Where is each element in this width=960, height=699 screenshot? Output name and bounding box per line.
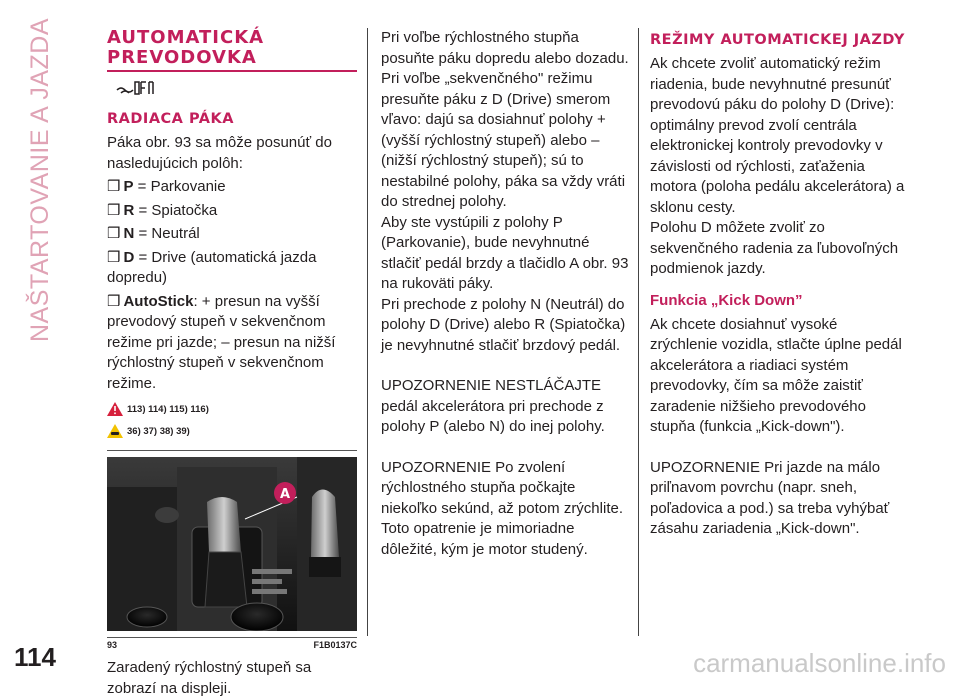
column-1: [107, 28, 357, 699]
kick-down-title: Funkcia „Kick Down”: [650, 291, 803, 309]
automatic-transmission-symbol-icon: [115, 76, 159, 98]
gear-lever-title: RADIACA PÁKA: [107, 111, 234, 127]
figure-caption: [107, 640, 357, 650]
paragraph: Pri prechode z polohy N (Neutrál) do polohy D (Drive) alebo R (Spiatočka) je nevyhnutné stlačiť brzdový pedál.: [381, 295, 626, 354]
paragraph: Polohu D môžete zvoliť zo sekvenčného radenia za ľubovoľných podmienok jazdy.: [650, 219, 899, 277]
paragraph: Ak chcete zvoliť automatický režim riadenia, bude nevyhnutné presunúť prevodovú páku do polohy D (Drive): optimálny prevod zvolí centrála elektronickej kontroly prevodovky v závislosti od rýchlosti, zaťaženia motora (poloha pedálu akcelerátora) a sklonu cesty.: [650, 55, 905, 216]
column-divider-1: [367, 28, 368, 636]
paragraph: Pri voľbe rýchlostného stupňa posuňte páku dopredu alebo dozadu.: [381, 29, 629, 67]
automatic-modes-title: REŽIMY AUTOMATICKEJ JAZDY: [650, 32, 905, 48]
warning-triangle-icon: [107, 402, 123, 416]
caution-references: 36) 37) 38) 39): [107, 424, 357, 438]
callout-label-a: A: [279, 487, 291, 502]
paragraph: Pri voľbe „sekvenčného" režimu presuňte páku z D (Drive) smerom vľavo: dajú sa dosiahnuť polohy + (vyšší rýchlostný stupeň) alebo – (nižší rýchlostný stupeň); sú to nestabilné polohy, páka sa vždy vráti do strednej polohy.: [381, 70, 626, 210]
column-3: [650, 28, 905, 540]
caution-car-icon: [107, 424, 123, 438]
list-item: ❒ N = Neutrál: [107, 225, 200, 242]
page-number: 114: [14, 642, 56, 672]
paragraph: Ak chcete dosiahnuť vysoké zrýchlenie vozidla, stlačte úplne pedál akcelerátora a riadiaci systém prevodovky, čím sa môže zaistiť zaradenie nižšieho prevodového stupňa (funkcia „Kick-down").: [650, 315, 902, 435]
notice-paragraph: UPOZORNENIE NESTLÁČAJTE pedál akcelerátora pri prechode z polohy P (alebo N) do inej polohy.: [381, 377, 605, 435]
figure-code: F1B0137C: [313, 640, 357, 650]
column-divider-2: [638, 28, 639, 636]
display-note: Zaradený rýchlostný stupeň sa zobrazí na displeji.: [107, 659, 312, 697]
title-rule: [107, 70, 357, 72]
chapter-side-title: NAŠTARTOVANIE A JAZDA: [26, 17, 54, 342]
notice-paragraph: UPOZORNENIE Pri jazde na málo priľnavom povrchu (napr. sneh, poľadovica a pod.) sa treba vyhýbať zásahu zariadenia „Kick-down".: [650, 458, 890, 537]
list-item: ❒ D = Drive (automatická jazda dopredu): [107, 248, 317, 286]
list-item: ❒ P = Parkovanie: [107, 178, 226, 195]
paragraph: Aby ste vystúpili z polohy P (Parkovanie), bude nevyhnutné stlačiť pedál brzdy a tlačidlo A obr. 93 na rukoväti páky.: [381, 213, 629, 292]
column-2: [381, 28, 629, 560]
gear-lever-photo: [107, 457, 357, 631]
figure-number: 93: [107, 640, 118, 650]
list-item: ❒ AutoStick: + presun na vyšší prevodový stupeň v sekvenčnom režime pri jazde; – presun na nižší rýchlostný stupeň v sekvenčnom režime.: [107, 292, 336, 392]
gear-lever-intro: Páka obr. 93 sa môže posunúť do nasledujúcich polôh:: [107, 134, 332, 172]
notice-paragraph: UPOZORNENIE Po zvolení rýchlostného stupňa počkajte niekoľko sekúnd, až potom zrýchlite. Toto opatrenie je mimoriadne dôležité, kým je motor studený.: [381, 458, 623, 558]
list-item: ❒ R = Spiatočka: [107, 201, 218, 219]
warning-references: 113) 114) 115) 116): [107, 402, 357, 416]
watermark: carmanualsonline.info: [693, 648, 946, 678]
main-title: AUTOMATICKÁ PREVODOVKA: [107, 27, 265, 68]
figure-gear-lever-photo: [107, 450, 357, 638]
